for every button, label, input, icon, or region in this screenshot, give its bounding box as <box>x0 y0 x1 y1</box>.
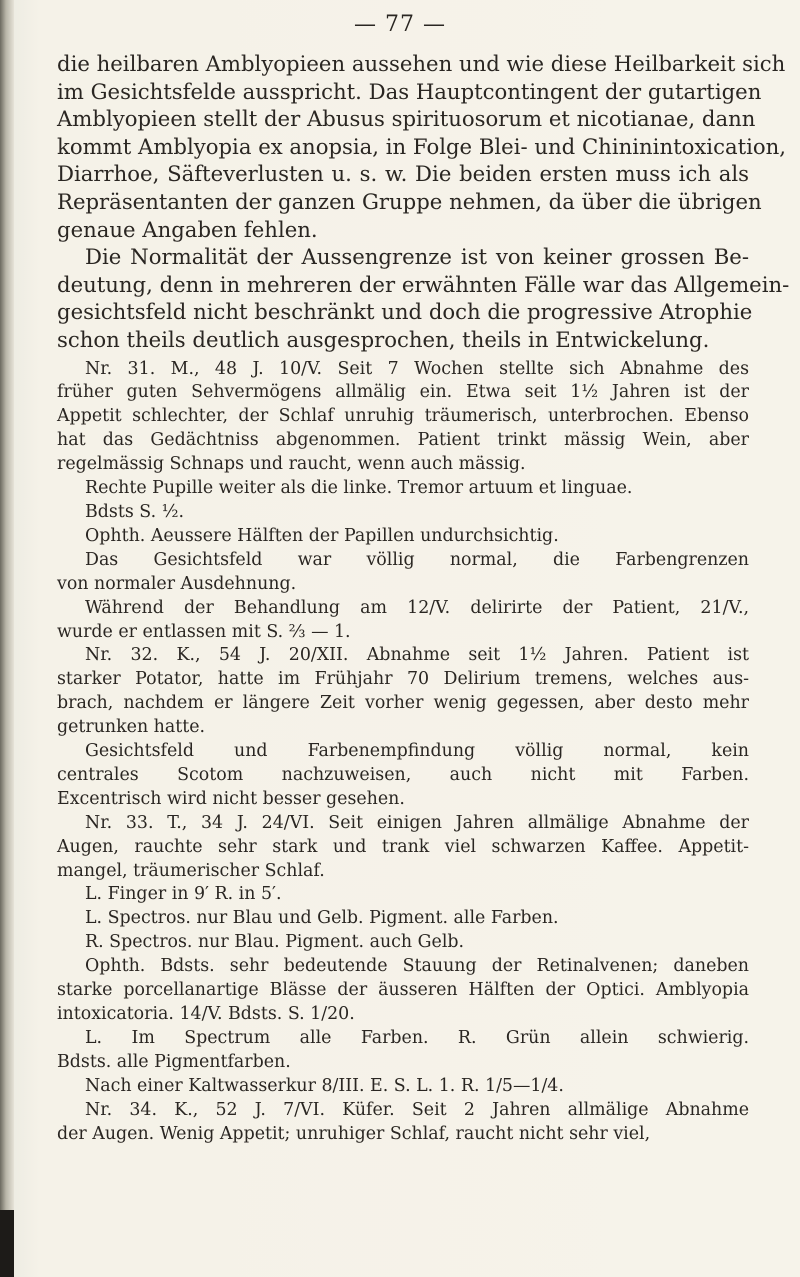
text-line: starke porcellanartige Blässe der äusseren Hälften der Optici. Amblyopia <box>57 980 749 1001</box>
paragraph <box>57 549 749 597</box>
text-line: kommt Amblyopia ex anopsia, in Folge Blei- und Chininintoxication, <box>57 133 787 159</box>
paragraph <box>57 243 790 353</box>
text-line: Ophth. Aeussere Hälften der Papillen undurchsichtig. <box>85 525 559 546</box>
paragraph <box>57 50 787 243</box>
paragraph <box>57 812 749 884</box>
text-line: Diarrhoe, Säfteverlusten u. s. w. Die beiden ersten muss ich als <box>57 161 749 187</box>
text-line: Nr. 32. K., 54 J. 20/XII. Abnahme seit 1½ Jahren. Patient ist <box>85 645 749 666</box>
text-line: regelmässig Schnaps und raucht, wenn auch mässig. <box>57 454 526 475</box>
book-binding-shadow <box>0 0 14 1277</box>
text-line: Repräsentanten der ganzen Gruppe nehmen, da über die übrigen <box>57 188 762 214</box>
text-line: Excentrisch wird nicht besser gesehen. <box>57 788 405 809</box>
paragraph <box>57 1027 749 1075</box>
text-line: Gesichtsfeld und Farbenempfindung völlig normal, kein <box>85 741 749 762</box>
text-line: Bdsts S. ½. <box>85 501 185 522</box>
text-line: im Gesichtsfelde ausspricht. Das Hauptcontingent der gutartigen <box>57 78 762 104</box>
text-line: brach, nachdem er längere Zeit vorher wenig gegessen, aber desto mehr <box>57 693 749 714</box>
ink-blot <box>0 1210 14 1277</box>
text-line: genaue Angaben fehlen. <box>57 216 318 242</box>
text-line: wurde er entlassen mit S. ⅔ — 1. <box>57 621 351 642</box>
paragraph <box>57 1099 749 1147</box>
text-line: centrales Scotom nachzuweisen, auch nicht mit Farben. <box>57 764 749 785</box>
text-line: starker Potator, hatte im Frühjahr 70 Delirium tremens, welches aus- <box>57 669 749 690</box>
text-line: mangel, träumerischer Schlaf. <box>57 860 325 881</box>
text-line: deutung, denn in mehreren der erwähnten Fälle war das Allgemein- <box>57 271 790 297</box>
text-line: hat das Gedächtniss abgenommen. Patient trinkt mässig Wein, aber <box>57 430 749 451</box>
paragraph <box>57 597 749 645</box>
paragraph <box>57 501 749 525</box>
paragraph <box>57 525 749 549</box>
text-line: intoxicatoria. 14/V. Bdsts. S. 1/20. <box>57 1004 355 1024</box>
text-line: Die Normalität der Aussengrenze ist von keiner grossen Be- <box>85 244 749 270</box>
text-line: gesichtsfeld nicht beschränkt und doch die progressive Atrophie <box>57 299 753 325</box>
text-line: der Augen. Wenig Appetit; unruhiger Schlaf, raucht nicht sehr viel, <box>57 1123 651 1144</box>
text-line: Appetit schlechter, der Schlaf unruhig träumerisch, unterbrochen. Ebenso <box>57 406 749 427</box>
text-line: Nr. 33. T., 34 J. 24/VI. Seit einigen Jahren allmälige Abnahme der <box>85 812 749 833</box>
page-number: — 77 — <box>354 12 446 37</box>
paragraph <box>57 477 749 501</box>
text-line: Ophth. Bdsts. sehr bedeutende Stauung der Retinalvenen; daneben <box>85 956 749 977</box>
paragraph <box>57 1075 749 1099</box>
paragraph <box>57 883 749 907</box>
text-line: L. Im Spectrum alle Farben. R. Grün allein schwierig. <box>85 1027 749 1048</box>
text-line: Nach einer Kaltwasserkur 8/III. E. S. L. 1. R. 1/5—1/4. <box>85 1075 564 1096</box>
text-line: früher guten Sehvermögens allmälig ein. Etwa seit 1½ Jahren ist der <box>57 382 749 403</box>
text-line: schon theils deutlich ausgesprochen, theils in Entwickelung. <box>57 326 710 352</box>
text-line: getrunken hatte. <box>57 717 206 738</box>
paragraph <box>57 358 749 478</box>
paragraph <box>57 931 749 955</box>
text-line: L. Finger in 9′ R. in 5′. <box>85 884 282 905</box>
text-line: Amblyopieen stellt der Abusus spirituosorum et nicotianae, dann <box>57 106 756 132</box>
text-line: Rechte Pupille weiter als die linke. Tremor artuum et linguae. <box>85 478 633 499</box>
text-line: R. Spectros. nur Blau. Pigment. auch Gelb. <box>85 932 465 953</box>
paragraph <box>57 740 749 812</box>
text-line: L. Spectros. nur Blau und Gelb. Pigment. alle Farben. <box>85 908 559 929</box>
text-line: Das Gesichtsfeld war völlig normal, die Farbengrenzen <box>85 549 749 570</box>
text-line: Augen, rauchte sehr stark und trank viel schwarzen Kaffee. Appetit- <box>57 836 749 857</box>
body-text <box>57 50 790 1146</box>
paragraph <box>57 907 749 931</box>
text-line: die heilbaren Amblyopieen aussehen und wie diese Heilbarkeit sich <box>57 51 786 76</box>
paragraph <box>57 644 749 740</box>
text-line: Während der Behandlung am 12/V. delirirte der Patient, 21/V., <box>85 597 749 618</box>
paragraph <box>57 955 749 1027</box>
text-line: Bdsts. alle Pigmentfarben. <box>57 1051 291 1072</box>
text-line: Nr. 31. M., 48 J. 10/V. Seit 7 Wochen stellte sich Abnahme des <box>85 358 749 379</box>
text-line: Nr. 34. K., 52 J. 7/VI. Küfer. Seit 2 Jahren allmälige Abnahme <box>85 1099 749 1120</box>
text-line: von normaler Ausdehnung. <box>57 573 297 594</box>
